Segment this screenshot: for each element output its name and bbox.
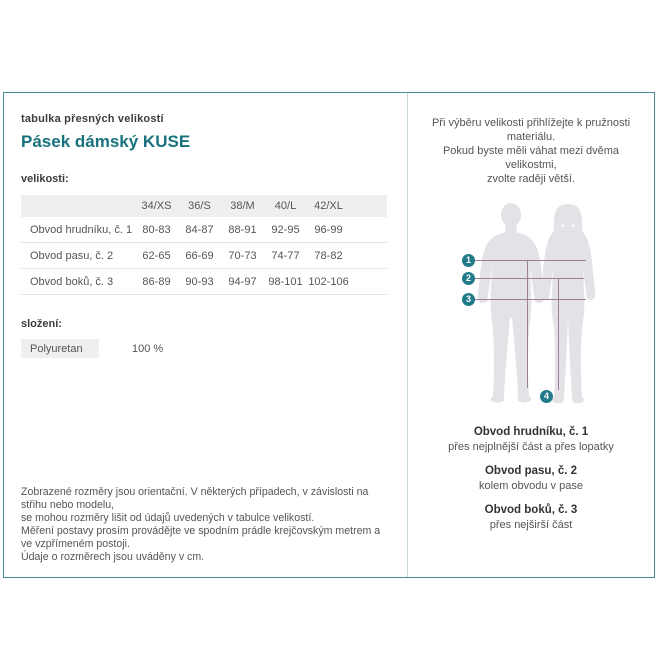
size-value: 86-89 [135,269,178,295]
size-value: 92-95 [264,217,307,243]
sizes-section-label: velikosti: [21,173,69,185]
row-label: Obvod boků, č. 3 [21,269,135,295]
table-eyebrow: tabulka přesných velikostí [21,113,164,125]
product-title: Pásek dámský KUSE [21,132,191,151]
size-column-header: 36/S [178,195,221,217]
disclaimer-text [21,486,393,564]
size-column-header: 42/XL [307,195,350,217]
advice-line: Při výběru velikosti přihlížejte k pružnosti materiálu. [431,117,631,143]
size-value: 88-91 [221,217,264,243]
marker-2-badge: 2 [462,272,475,285]
size-chart-column [4,93,407,577]
size-table [21,195,387,295]
body-measurement-diagram [434,196,654,411]
size-value: 70-73 [221,243,264,269]
size-column-header: 40/L [264,195,307,217]
size-value: 84-87 [178,217,221,243]
measure-title: Obvod boků, č. 3 [484,504,578,516]
size-column-header: 34/XS [135,195,178,217]
marker-1-badge: 1 [462,254,475,267]
disclaimer-line: se mohou rozměry lišit od údajů uvedených v tabulce velikostí. [21,512,315,524]
advice-line: Pokud byste měli váhat mezi dvěma velikostmi, [442,145,620,171]
measure-description: přes nejplnější část a přes lopatky [448,441,614,453]
size-value: 62-65 [135,243,178,269]
composition-row [21,339,407,358]
size-value: 78-82 [307,243,350,269]
size-value: 90-93 [178,269,221,295]
disclaimer-line: Měření postavy prosím provádějte ve spodním prádle krejčovským metrem a ve vzpřímeném postoji. [21,525,381,550]
size-table-corner-cell [21,195,135,217]
size-value: 94-97 [221,269,264,295]
size-value: 74-77 [264,243,307,269]
measure-title: Obvod hrudníku, č. 1 [473,426,589,438]
table-row [21,243,387,269]
material-name: Polyuretan [21,339,99,358]
measure-description: kolem obvodu v pase [479,480,583,492]
measure-item [408,464,654,494]
size-value: 102-106 [307,269,350,295]
size-value: 96-99 [307,217,350,243]
material-percent: 100 % [132,342,164,355]
table-row [21,217,387,243]
sizing-advice-text [408,116,654,186]
size-value: 66-69 [178,243,221,269]
disclaimer-line: Zobrazené rozměry jsou orientační. V některých případech, v závislosti na střihu nebo modelu, [21,486,369,511]
measurement-definitions [408,425,654,533]
measurement-guide-column [408,93,654,577]
table-row [21,269,387,295]
size-chart-panel [3,92,655,578]
row-label: Obvod hrudníku, č. 1 [21,217,135,243]
measure-item [408,425,654,455]
advice-line: zvolte raději větší. [486,173,576,185]
disclaimer-line: Údaje o rozměrech jsou uváděny v cm. [21,551,205,563]
size-value: 98-101 [264,269,307,295]
marker-4-badge: 4 [540,390,553,403]
size-column-header: 38/M [221,195,264,217]
measure-description: přes nejširší část [489,519,573,531]
marker-3-badge: 3 [462,293,475,306]
size-value: 80-83 [135,217,178,243]
size-table-header-row [21,195,387,217]
composition-section-label: složení: [21,318,62,330]
measure-item [408,503,654,533]
measure-title: Obvod pasu, č. 2 [484,465,578,477]
row-label: Obvod pasu, č. 2 [21,243,135,269]
